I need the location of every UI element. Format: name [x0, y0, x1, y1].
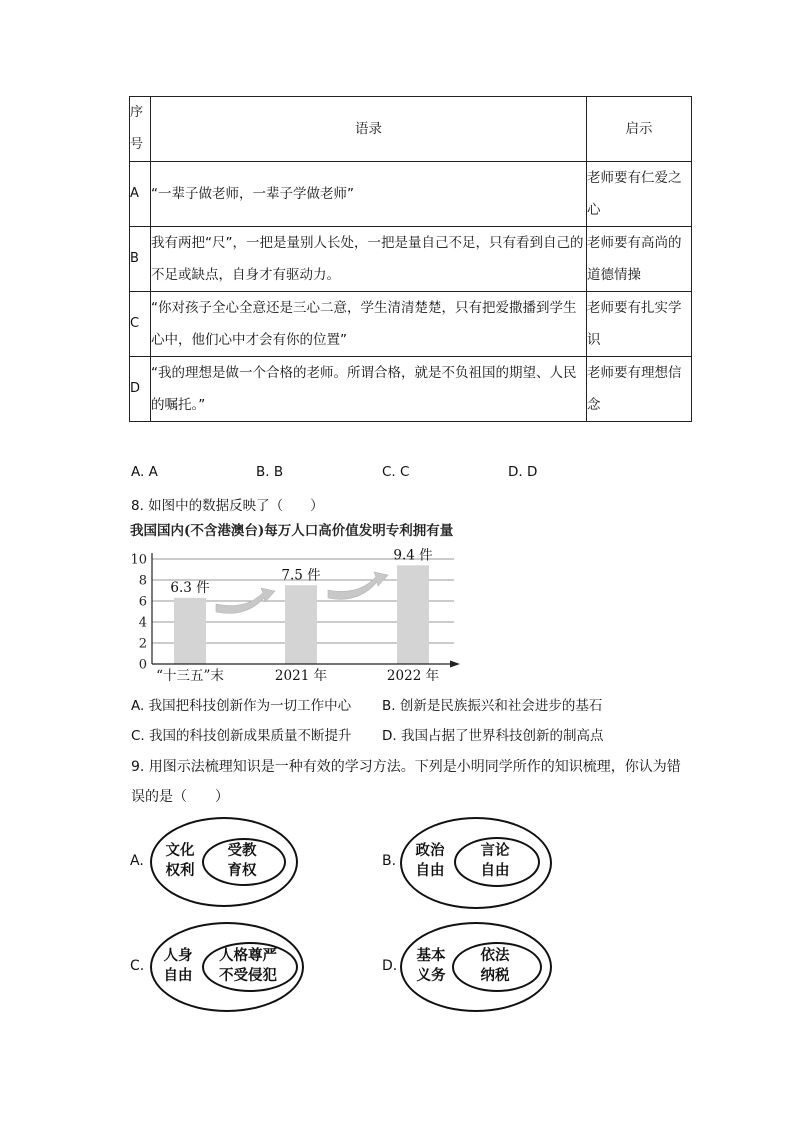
chart-title: 我国国内(不含港澳台)每万人口高价值发明专利拥有量	[130, 523, 454, 539]
row-lesson: 老师要有扎实学识	[587, 292, 692, 357]
header-lesson: 启示	[587, 97, 692, 162]
inner-label: 言论 自由	[480, 843, 510, 879]
q7-option-b[interactable]: B. B	[256, 464, 284, 480]
y-axis-ticks	[130, 553, 147, 673]
x-axis-ticks	[156, 667, 439, 684]
header-quote: 语录	[151, 97, 587, 162]
data-label: 9.4 件	[393, 547, 433, 564]
row-id: C	[130, 292, 151, 357]
bar	[397, 565, 429, 664]
row-quote: 我有两把“尺”，一把是量别人长处，一把是量自己不足，只有看到自己的不足或缺点，自身才有驱动力。	[151, 227, 587, 292]
bar	[285, 585, 317, 664]
q9-option-d[interactable]	[380, 922, 580, 1012]
table-row	[130, 162, 692, 227]
q7-option-c[interactable]: C. C	[382, 464, 410, 480]
x-tick-label: 2022 年	[386, 668, 440, 684]
table-row	[130, 292, 692, 357]
x-axis-arrowhead	[450, 661, 460, 668]
trend-arrow	[328, 572, 388, 599]
outer-label: 基本 义务	[416, 948, 446, 984]
q8-option-b[interactable]: B. 创新是民族振兴和社会进步的基石	[382, 698, 603, 714]
q9-option-b[interactable]	[380, 817, 580, 907]
outer-label: 文化 权利	[165, 843, 195, 879]
row-quote: “你对孩子全心全意还是三心二意，学生清清楚楚，只有把爱撒播到学生心中，他们心中才会有你的位置”	[151, 292, 587, 357]
data-label: 7.5 件	[281, 567, 321, 584]
option-letter: D.	[382, 958, 398, 974]
row-lesson: 老师要有仁爱之心	[587, 162, 692, 227]
y-tick-label: 2	[138, 636, 147, 652]
row-quote: “我的理想是做一个合格的老师。所谓合格，就是不负祖国的期望、人民的嘱托。”	[151, 357, 587, 422]
inner-label: 人格尊严 不受侵犯	[219, 948, 277, 984]
row-id: A	[130, 162, 151, 227]
outer-label: 政治 自由	[415, 843, 445, 879]
bar	[174, 598, 206, 664]
y-tick-label: 0	[138, 657, 147, 673]
y-tick-label: 8	[138, 573, 147, 589]
inner-label: 依法 纳税	[480, 948, 510, 984]
q7-option-a[interactable]: A. A	[131, 464, 158, 480]
table-row	[130, 227, 692, 292]
option-letter: C.	[130, 958, 145, 974]
row-id: B	[130, 227, 151, 292]
table-header-row	[130, 97, 692, 162]
row-lesson: 老师要有理想信念	[587, 357, 692, 422]
row-lesson: 老师要有高尚的道德情操	[587, 227, 692, 292]
q8-option-a[interactable]: A. 我国把科技创新作为一切工作中心	[131, 698, 352, 714]
x-tick-label: “十三五”末	[156, 668, 224, 684]
inner-label: 受教 育权	[227, 843, 257, 879]
option-letter: B.	[382, 853, 397, 869]
q8-stem: 8. 如图中的数据反映了（ ）	[131, 498, 324, 514]
header-index: 序号	[130, 97, 151, 162]
q9-stem-line1: 9. 用图示法梳理知识是一种有效的学习方法。下列是小明同学所作的知识梳理，你认为错	[131, 759, 681, 775]
table-row	[130, 357, 692, 422]
option-letter: A.	[130, 853, 144, 869]
y-tick-label: 6	[138, 594, 147, 610]
y-tick-label: 4	[138, 615, 147, 631]
x-tick-label: 2021 年	[274, 668, 328, 684]
q9-option-c[interactable]	[128, 922, 328, 1012]
row-quote: “一辈子做老师，一辈子学做老师”	[151, 162, 587, 227]
row-id: D	[130, 357, 151, 422]
outer-label: 人身 自由	[163, 948, 193, 984]
q9-stem-line2: 误的是（ ）	[131, 789, 229, 805]
q7-option-d[interactable]: D. D	[508, 464, 538, 480]
q9-option-a[interactable]	[128, 817, 328, 907]
patent-bar-chart	[118, 516, 478, 686]
q8-option-c[interactable]: C. 我国的科技创新成果质量不断提升	[131, 728, 352, 744]
data-label: 6.3 件	[170, 579, 210, 596]
q8-option-d[interactable]: D. 我国占据了世界科技创新的制高点	[382, 728, 604, 744]
quotes-table	[129, 96, 692, 422]
y-tick-label: 10	[130, 552, 147, 568]
